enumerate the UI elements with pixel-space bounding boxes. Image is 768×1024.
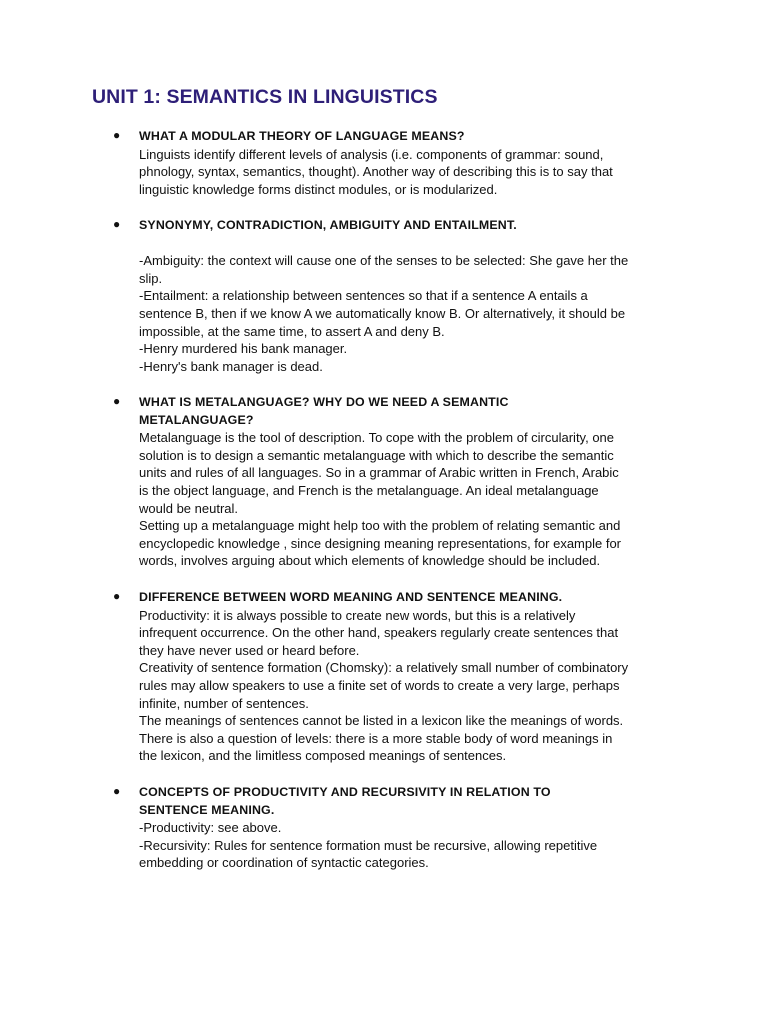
body-line: units and rules of all languages. So in a grammar of Arabic written in French, Arabic (139, 465, 619, 481)
body-line: Metalanguage is the tool of description. To cope with the problem of circularity, one (139, 430, 615, 446)
bullet-icon: ● (113, 128, 121, 142)
body-line: The meanings of sentences cannot be listed in a lexicon like the meanings of words. (139, 713, 624, 729)
bullet-icon: ● (113, 394, 121, 408)
body-line: Linguists identify different levels of analysis (i.e. components of grammar: sound, (139, 146, 604, 162)
body-line: embedding or coordination of syntactic categories. (139, 855, 429, 871)
section-productivity-recursivity (113, 784, 683, 872)
body-line: -Ambiguity: the context will cause one of the senses to be selected: She gave her the (139, 253, 629, 269)
section-heading: CONCEPTS OF PRODUCTIVITY AND RECURSIVITY IN RELATION TO (139, 785, 551, 799)
body-line: sentence B, then if we know A we automatically know B. Or alternatively, it should be (139, 305, 626, 321)
body-line: would be neutral. (139, 500, 239, 516)
body-line: -Entailment: a relationship between sentences so that if a sentence A entails a (139, 288, 588, 304)
body-line: There is also a question of levels: there is a more stable body of word meanings in (139, 730, 613, 746)
body-line: phnology, syntax, semantics, thought). Another way of describing this is to say that (139, 164, 613, 180)
section-modular-theory (113, 128, 683, 198)
section-content (139, 217, 683, 375)
section-heading: WHAT A MODULAR THEORY OF LANGUAGE MEANS? (139, 129, 465, 143)
blank-line (139, 235, 683, 253)
section-heading: WHAT IS METALANGUAGE? WHY DO WE NEED A SEMANTIC (139, 395, 509, 409)
body-line: infrequent occurrence. On the other hand, speakers regularly create sentences that (139, 625, 619, 641)
section-heading: SENTENCE MEANING. (139, 802, 275, 817)
body-line: linguistic knowledge forms distinct modules, or is modularized. (139, 181, 498, 197)
bullet-icon: ● (113, 217, 121, 231)
section-content (139, 128, 683, 198)
section-heading: DIFFERENCE BETWEEN WORD MEANING AND SENTENCE MEANING. (139, 590, 563, 604)
section-word-vs-sentence-meaning (113, 589, 683, 765)
section-content (139, 589, 683, 765)
section-synonymy-entailment (113, 217, 683, 375)
body-line: -Productivity: see above. (139, 820, 282, 836)
body-line: rules may allow speakers to use a finite set of words to create a very large, perhaps (139, 677, 620, 693)
body-line: slip. (139, 270, 163, 286)
bullet-icon: ● (113, 784, 121, 798)
body-line: words, involves arguing about which elements of knowledge should be included. (139, 553, 601, 569)
body-line: Setting up a metalanguage might help too with the problem of relating semantic and (139, 518, 621, 534)
body-line: -Henry's bank manager is dead. (139, 358, 323, 374)
page-title: UNIT 1: SEMANTICS IN LINGUISTICS (92, 86, 438, 108)
section-metalanguage (113, 394, 683, 570)
body-line: they have never used or heard before. (139, 642, 360, 658)
section-content (139, 784, 683, 872)
body-line: impossible, at the same time, to assert A and deny B. (139, 323, 445, 339)
body-line: infinite, number of sentences. (139, 695, 309, 711)
section-heading: SYNONYMY, CONTRADICTION, AMBIGUITY AND ENTAILMENT. (139, 218, 517, 232)
body-line: -Henry murdered his bank manager. (139, 341, 348, 357)
body-line: Creativity of sentence formation (Chomsky): a relatively small number of combinatory (139, 660, 629, 676)
body-line: is the object language, and French is the metalanguage. An ideal metalanguage (139, 482, 599, 498)
body-line: solution is to design a semantic metalanguage with which to describe the semantic (139, 447, 614, 463)
section-content (139, 394, 683, 570)
bullet-icon: ● (113, 589, 121, 603)
section-heading: METALANGUAGE? (139, 412, 254, 427)
body-line: Productivity: it is always possible to create new words, but this is a relatively (139, 607, 576, 623)
body-line: the lexicon, and the limitless composed meanings of sentences. (139, 748, 507, 764)
body-line: -Recursivity: Rules for sentence formation must be recursive, allowing repetitive (139, 837, 598, 853)
body-line: encyclopedic knowledge , since designing meaning representations, for example for (139, 535, 622, 551)
